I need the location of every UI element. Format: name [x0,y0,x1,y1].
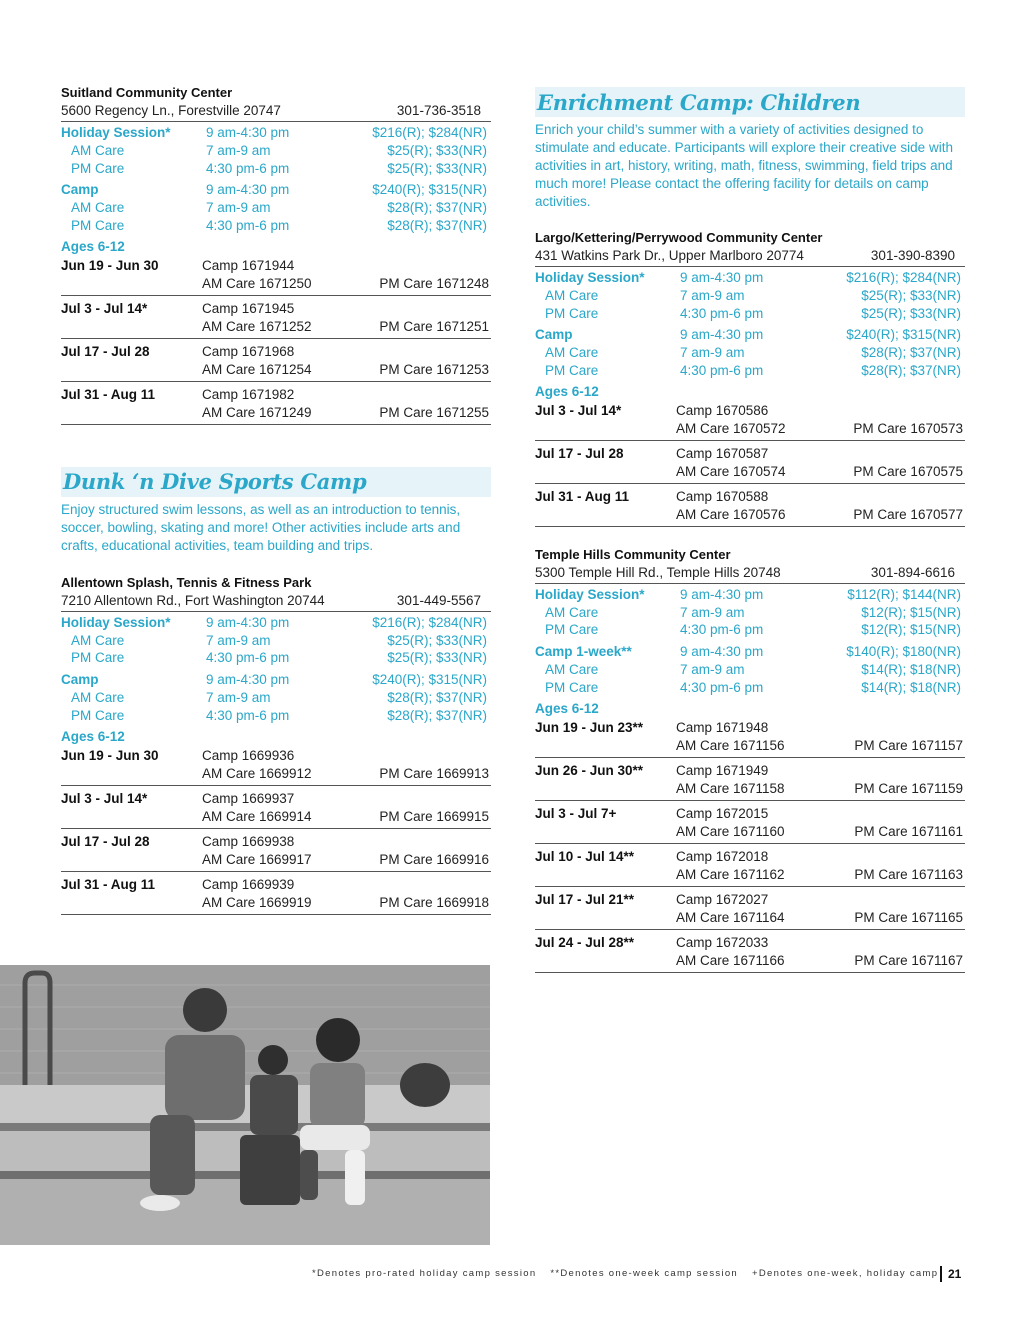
session-entry [535,402,965,441]
rate-price: $28(R); $37(NR) [861,345,961,361]
session-dates: Jul 3 - Jul 14* [61,300,148,316]
pm-care-code: PM Care 1671159 [854,781,963,797]
facility-address: 431 Watkins Park Dr., Upper Marlboro 20774 [535,248,804,263]
rate-label: AM Care [71,142,125,158]
pm-care-code: PM Care 1669918 [379,895,489,911]
rate-price: $28(R); $37(NR) [861,362,961,378]
rate-label: Camp [61,182,99,198]
photo-illustration [0,965,490,1245]
rate-price: $12(R); $15(NR) [861,622,961,638]
page-number: 21 [948,1267,962,1281]
camp-code: Camp 1669937 [202,790,295,806]
rate-label: Camp 1-week** [535,644,632,660]
dunk-n-dive-section [61,467,491,555]
rate-time: 7 am-9 am [206,689,271,705]
rates-table [535,586,965,697]
am-care-code: AM Care 1670576 [676,507,786,523]
camp-photo [0,965,490,1245]
camp-code: Camp 1671968 [202,343,295,359]
am-care-code: AM Care 1671158 [676,781,785,797]
rates-table [61,124,491,235]
rate-time: 7 am-9 am [680,661,745,677]
facility-name: Largo/Kettering/Perrywood Community Center [535,230,823,245]
session-entry [535,719,965,758]
rate-row [535,679,965,697]
rate-time: 9 am-4:30 pm [206,614,290,630]
section-title: Enrichment Camp: Children [537,89,861,115]
session-dates: Jul 24 - Jul 28** [535,934,635,950]
section-banner [535,87,965,117]
session-dates: Jul 10 - Jul 14** [535,848,635,864]
am-care-code: AM Care 1671160 [676,824,785,840]
rate-time: 4:30 pm-6 pm [206,707,290,723]
rate-row [535,344,965,362]
rate-time: 4:30 pm-6 pm [680,622,764,638]
session-dates: Jul 31 - Aug 11 [61,876,156,892]
pm-care-code: PM Care 1671161 [854,824,963,840]
facility-allentown [61,574,491,915]
session-entry [535,445,965,484]
session-entry [535,488,965,527]
camp-code: Camp 1670586 [676,402,769,418]
facility-address-line [535,247,965,267]
sessions-list [535,719,965,973]
rate-time: 9 am-4:30 pm [680,586,764,602]
session-entry [535,848,965,887]
facility-name: Suitland Community Center [61,85,233,100]
session-entry [61,747,491,786]
rate-price: $28(R); $37(NR) [387,707,487,723]
rate-row [61,181,491,199]
am-care-code: AM Care 1671156 [676,738,785,754]
ages-label: Ages 6-12 [535,383,599,399]
rate-row [535,661,965,679]
rate-price: $240(R); $315(NR) [372,182,487,198]
rate-label: AM Care [545,661,599,677]
session-entry [61,876,491,915]
rate-row [61,689,491,707]
rate-row [535,287,965,305]
rate-time: 7 am-9 am [206,200,271,216]
pm-care-code: PM Care 1670577 [853,507,963,523]
enrichment-section [535,87,965,211]
pm-care-code: PM Care 1671165 [854,910,963,926]
camp-code: Camp 1672033 [676,934,769,950]
session-dates: Jul 17 - Jul 28 [61,343,150,359]
rate-price: $14(R); $18(NR) [861,661,961,677]
session-entry [61,257,491,296]
facility-address: 7210 Allentown Rd., Fort Washington 20744 [61,592,325,608]
rate-price: $216(R); $284(NR) [372,614,487,630]
rate-time: 9 am-4:30 pm [206,182,290,198]
pm-care-code: PM Care 1669916 [379,852,489,868]
session-dates: Jul 31 - Aug 11 [535,488,630,504]
rate-label: PM Care [545,305,599,321]
session-entry [61,386,491,425]
camp-code: Camp 1670587 [676,445,769,461]
sessions-list [535,402,965,527]
rate-price: $25(R); $33(NR) [387,142,487,158]
rate-price: $216(R); $284(NR) [372,125,487,140]
rate-row [61,217,491,235]
rate-price: $112(R); $144(NR) [847,586,961,602]
session-dates: Jul 31 - Aug 11 [61,386,156,402]
session-entry [61,343,491,382]
pm-care-code: PM Care 1669915 [379,809,489,825]
rate-price: $25(R); $33(NR) [387,650,487,666]
rate-row [535,586,965,604]
am-care-code: AM Care 1669912 [202,766,312,782]
session-dates: Jul 3 - Jul 7+ [535,805,617,821]
rate-price: $216(R); $284(NR) [846,270,961,285]
rate-row [535,621,965,639]
rate-label: AM Care [71,200,125,216]
session-entry [535,934,965,973]
page-divider [940,1266,942,1282]
facility-address-line [61,102,491,122]
rate-price: $25(R); $33(NR) [861,287,961,303]
pm-care-code: PM Care 1671248 [379,276,489,292]
am-care-code: AM Care 1671254 [202,362,312,378]
rate-row [61,632,491,650]
rate-row [61,199,491,217]
session-dates: Jul 17 - Jul 28 [535,445,624,461]
am-care-code: AM Care 1671249 [202,405,312,421]
am-care-code: AM Care 1671252 [202,319,312,335]
rate-row [61,707,491,725]
footer-notes [312,1268,948,1279]
rate-label: Holiday Session* [61,125,171,140]
rate-price: $240(R); $315(NR) [846,327,961,343]
pm-care-code: PM Care 1670575 [853,464,963,480]
session-dates: Jun 19 - Jun 30 [61,747,159,763]
am-care-code: AM Care 1669914 [202,809,312,825]
rate-time: 7 am-9 am [680,345,745,361]
rate-row [535,643,965,661]
rate-row [61,142,491,160]
rate-time: 9 am-4:30 pm [680,270,764,285]
facility-suitland [61,84,491,425]
rate-price: $28(R); $37(NR) [387,217,487,233]
section-banner [61,467,491,497]
rate-row [61,649,491,667]
rate-price: $14(R); $18(NR) [861,679,961,695]
facility-largo [535,229,965,527]
rate-label: AM Care [545,345,599,361]
rate-label: Camp [535,327,573,343]
pm-care-code: PM Care 1669913 [379,766,489,782]
session-dates: Jul 17 - Jul 21** [535,891,635,907]
am-care-code: AM Care 1670572 [676,421,786,437]
ages-label: Ages 6-12 [61,728,125,744]
rate-time: 4:30 pm-6 pm [680,362,764,378]
rate-price: $25(R); $33(NR) [387,632,487,648]
session-dates: Jun 26 - Jun 30** [535,762,644,778]
rate-label: AM Care [545,287,599,303]
rate-price: $28(R); $37(NR) [387,689,487,705]
session-entry [535,891,965,930]
rate-row [535,604,965,622]
section-title: Dunk ‘n Dive Sports Camp [63,469,367,495]
camp-code: Camp 1672018 [676,848,769,864]
rate-price: $28(R); $37(NR) [387,200,487,216]
am-care-code: AM Care 1671166 [676,953,785,969]
session-entry [535,762,965,801]
rate-price: $140(R); $180(NR) [846,644,961,660]
rate-time: 4:30 pm-6 pm [206,160,290,176]
rate-time: 4:30 pm-6 pm [206,650,290,666]
rate-label: Holiday Session* [535,586,645,602]
rate-label: PM Care [545,362,599,378]
camp-code: Camp 1671944 [202,257,295,273]
camp-code: Camp 1672015 [676,805,769,821]
rate-row [535,305,965,323]
rate-label: Camp [61,672,99,688]
pm-care-code: PM Care 1671255 [379,405,489,421]
camp-code: Camp 1669939 [202,876,295,892]
facility-address-line [535,564,965,584]
rate-row [535,326,965,344]
rate-label: PM Care [545,622,599,638]
camp-code: Camp 1672027 [676,891,769,907]
rate-price: $240(R); $315(NR) [372,672,487,688]
ages-label: Ages 6-12 [535,700,599,716]
facility-name: Allentown Splash, Tennis & Fitness Park [61,574,312,590]
session-entry [535,805,965,844]
am-care-code: AM Care 1671162 [676,867,785,883]
session-entry [61,790,491,829]
facility-temple-hills [535,546,965,973]
facility-phone: 301-390-8390 [870,248,955,263]
footnote-prorated: *Denotes pro-rated holiday camp session [312,1268,537,1279]
camp-code: Camp 1671949 [676,762,769,778]
section-intro: Enjoy structured swim lessons, as well as an introduction to tennis, soccer, bowling, skating and more! Other activities include arts and crafts, educational activities, team building and trips. [61,501,461,553]
rate-label: PM Care [545,679,599,695]
ages-label: Ages 6-12 [61,238,125,254]
facility-phone: 301-736-3518 [396,103,481,118]
rate-label: PM Care [71,217,125,233]
rate-time: 7 am-9 am [206,142,271,158]
rate-label: PM Care [71,160,125,176]
camp-code: Camp 1671945 [202,300,295,316]
sessions-list [61,747,491,915]
facility-address-line [61,592,491,612]
pm-care-code: PM Care 1671251 [379,319,489,335]
right-column [535,87,965,977]
session-dates: Jul 3 - Jul 14* [61,790,148,806]
pm-care-code: PM Care 1671163 [854,867,963,883]
pm-care-code: PM Care 1671253 [379,362,489,378]
rate-label: Holiday Session* [535,270,645,285]
pm-care-code: PM Care 1671167 [854,953,963,969]
session-entry [61,300,491,339]
rate-label: PM Care [71,650,125,666]
rate-price: $25(R); $33(NR) [861,305,961,321]
rate-time: 4:30 pm-6 pm [206,217,290,233]
session-entry [61,833,491,872]
rate-time: 9 am-4:30 pm [206,125,290,140]
facility-phone: 301-894-6616 [870,564,955,580]
session-dates: Jul 3 - Jul 14* [535,402,622,418]
facility-address: 5600 Regency Ln., Forestville 20747 [61,103,281,118]
rate-price: $25(R); $33(NR) [387,160,487,176]
rate-price: $12(R); $15(NR) [861,604,961,620]
rate-label: AM Care [545,604,599,620]
camp-code: Camp 1671948 [676,719,769,735]
rates-table [61,614,491,725]
rate-label: AM Care [71,689,125,705]
rate-row [535,269,965,287]
pm-care-code: PM Care 1671157 [854,738,963,754]
left-column [61,84,491,919]
rate-time: 9 am-4:30 pm [680,327,764,343]
camp-code: Camp 1669938 [202,833,295,849]
footnote-holiday: +Denotes one-week, holiday camp [751,1268,939,1279]
camp-code: Camp 1669936 [202,747,295,763]
rate-time: 9 am-4:30 pm [680,644,764,660]
facility-name: Temple Hills Community Center [535,546,731,562]
am-care-code: AM Care 1669917 [202,852,312,868]
rate-row [61,671,491,689]
session-dates: Jun 19 - Jun 30 [61,257,159,273]
rate-row [61,614,491,632]
session-dates: Jun 19 - Jun 23** [535,719,644,735]
rate-time: 7 am-9 am [680,604,745,620]
rate-time: 4:30 pm-6 pm [680,679,764,695]
footnote-one-week: **Denotes one-week camp session [550,1268,739,1279]
rate-time: 9 am-4:30 pm [206,672,290,688]
rate-row [61,124,491,142]
rate-label: Holiday Session* [61,614,171,630]
sessions-list [61,257,491,425]
am-care-code: AM Care 1671250 [202,276,312,292]
facility-phone: 301-449-5567 [396,592,481,608]
am-care-code: AM Care 1669919 [202,895,312,911]
rate-time: 7 am-9 am [206,632,271,648]
am-care-code: AM Care 1671164 [676,910,785,926]
rate-label: AM Care [71,632,125,648]
facility-address: 5300 Temple Hill Rd., Temple Hills 20748 [535,564,781,580]
am-care-code: AM Care 1670574 [676,464,786,480]
rate-label: PM Care [71,707,125,723]
camp-code: Camp 1670588 [676,488,769,504]
rate-row [535,362,965,380]
camp-code: Camp 1671982 [202,386,295,402]
rate-time: 7 am-9 am [680,287,745,303]
rates-table [535,269,965,380]
rate-row [61,160,491,178]
section-intro: Enrich your child’s summer with a variety of activities designed to stimulate and educate. Participants will explore their creative side with activities in art, history, writing, math, fitness, swimming, field trips and much more! Please contact the offering facility for details on camp activities. [535,122,953,209]
rate-time: 4:30 pm-6 pm [680,305,764,321]
pm-care-code: PM Care 1670573 [853,421,963,437]
session-dates: Jul 17 - Jul 28 [61,833,150,849]
